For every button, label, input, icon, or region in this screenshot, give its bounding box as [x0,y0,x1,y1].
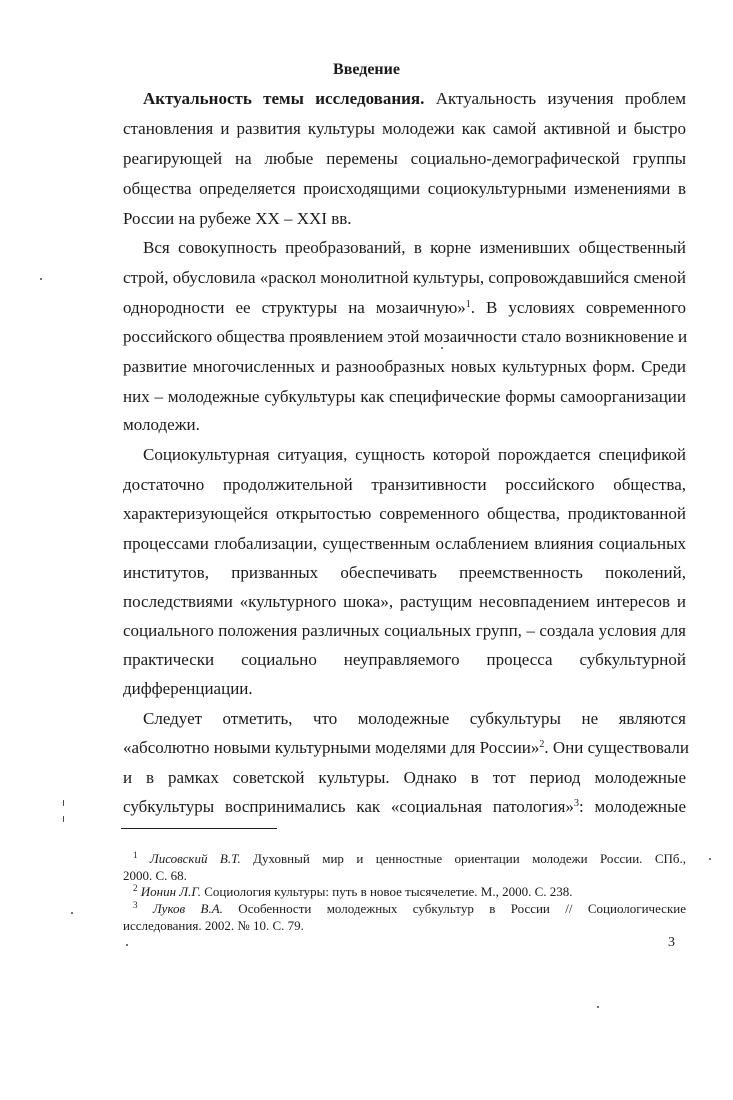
text-line: реагирующей на любые перемены социально-демографической группы [123,149,686,168]
text-line [123,737,689,759]
scan-speck [63,816,64,822]
text-line: них – молодежные субкультуры как специфические формы самоорганизации [123,387,686,406]
text-line: дифференциации. [123,679,253,698]
scan-speck [441,347,443,349]
footnote-ref-1[interactable]: 1 [465,299,471,310]
footnote-1 [133,851,686,867]
text-line [123,297,686,319]
footnote-ref-3[interactable]: 3 [573,798,579,809]
text-line: развитие многочисленных и разнообразных новых культурных форм. Среди [123,357,686,376]
footnote-3 [133,901,686,917]
scan-speck [709,858,711,860]
section-heading: Введение [333,61,400,78]
footnote-number: 2 [133,883,138,893]
text-line: общества определяется происходящими социокультурными изменениями в [123,179,686,198]
text-line: социального положения различных социальных групп, – создала условия для [123,621,686,640]
text-span: : молодежные [578,797,686,816]
footnote-1-continued: 2000. С. 68. [123,868,187,883]
text-line: институтов, призванных обеспечивать преемственность поколений, [123,563,686,582]
footnote-number: 3 [133,900,138,910]
footnote-2 [133,884,686,900]
text-span: «абсолютно новыми культурными моделями для России» [123,738,540,757]
footnote-3-continued: исследования. 2002. № 10. С. 79. [123,918,304,933]
text-line: России на рубеже XX – XXI вв. [123,209,352,228]
text-line: российского общества проявлением этой мозаичности стало возникновение и [123,327,688,346]
footnote-number: 1 [133,850,138,860]
text-line: последствиями «культурного шока», растущим несовпадением интересов и [123,592,686,611]
text-line [143,88,686,110]
text-span: однородности ее структуры на мозаичную» [123,298,466,317]
scan-speck [40,278,42,280]
footnote-author: Луков В.А. [152,901,223,916]
footnote-text: Особенности молодежных субкультур в России // Социологические [222,901,686,916]
text-line: и в рамках советской культуры. Однако в тот период молодежные [123,768,686,787]
text-line: Социокультурная ситуация, сущность которой порождается спецификой [143,445,686,464]
text-span: Актуальность изучения проблем [424,89,686,108]
scan-speck [597,1006,599,1008]
text-span: . В условиях современного [470,298,686,317]
text-line: молодежи. [123,415,200,434]
text-line: процессами глобализации, существенным ослаблением влияния социальных [123,534,686,553]
text-line: становления и развития культуры молодежи как самой активной и быстро [123,119,686,138]
text-line: практически социально неуправляемого процесса субкультурной [123,650,686,669]
footnote-author: Лисовский В.Т. [149,851,241,866]
scan-speck [126,944,128,946]
page-number: 3 [668,935,675,950]
text-span: субкультуры воспринимались как «социальная патология» [123,797,574,816]
footnote-text: Социология культуры: путь в новое тысячелетие. М., 2000. С. 238. [201,884,573,899]
text-line: строй, обусловила «раскол монолитной культуры, сопровождавшийся сменой [123,268,686,287]
footnote-ref-2[interactable]: 2 [539,739,545,750]
text-line: характеризующейся открытостью современного общества, продиктованной [123,504,686,523]
relevance-bold-lead: Актуальность темы исследования. [143,89,425,108]
footnote-separator [121,828,277,829]
text-span: . Они существовали [544,738,689,757]
text-line: достаточно продолжительной транзитивности российского общества, [123,475,686,494]
footnote-text: Духовный мир и ценностные ориентации молодежи России. СПб., [240,851,686,866]
scan-speck [71,912,73,914]
footnote-author: Ионин Л.Г. [140,884,202,899]
scan-speck [63,800,64,806]
text-line [123,796,686,818]
text-line: Следует отметить, что молодежные субкультуры не являются [143,709,686,728]
text-line: Вся совокупность преобразований, в корне изменивших общественный [143,238,686,257]
